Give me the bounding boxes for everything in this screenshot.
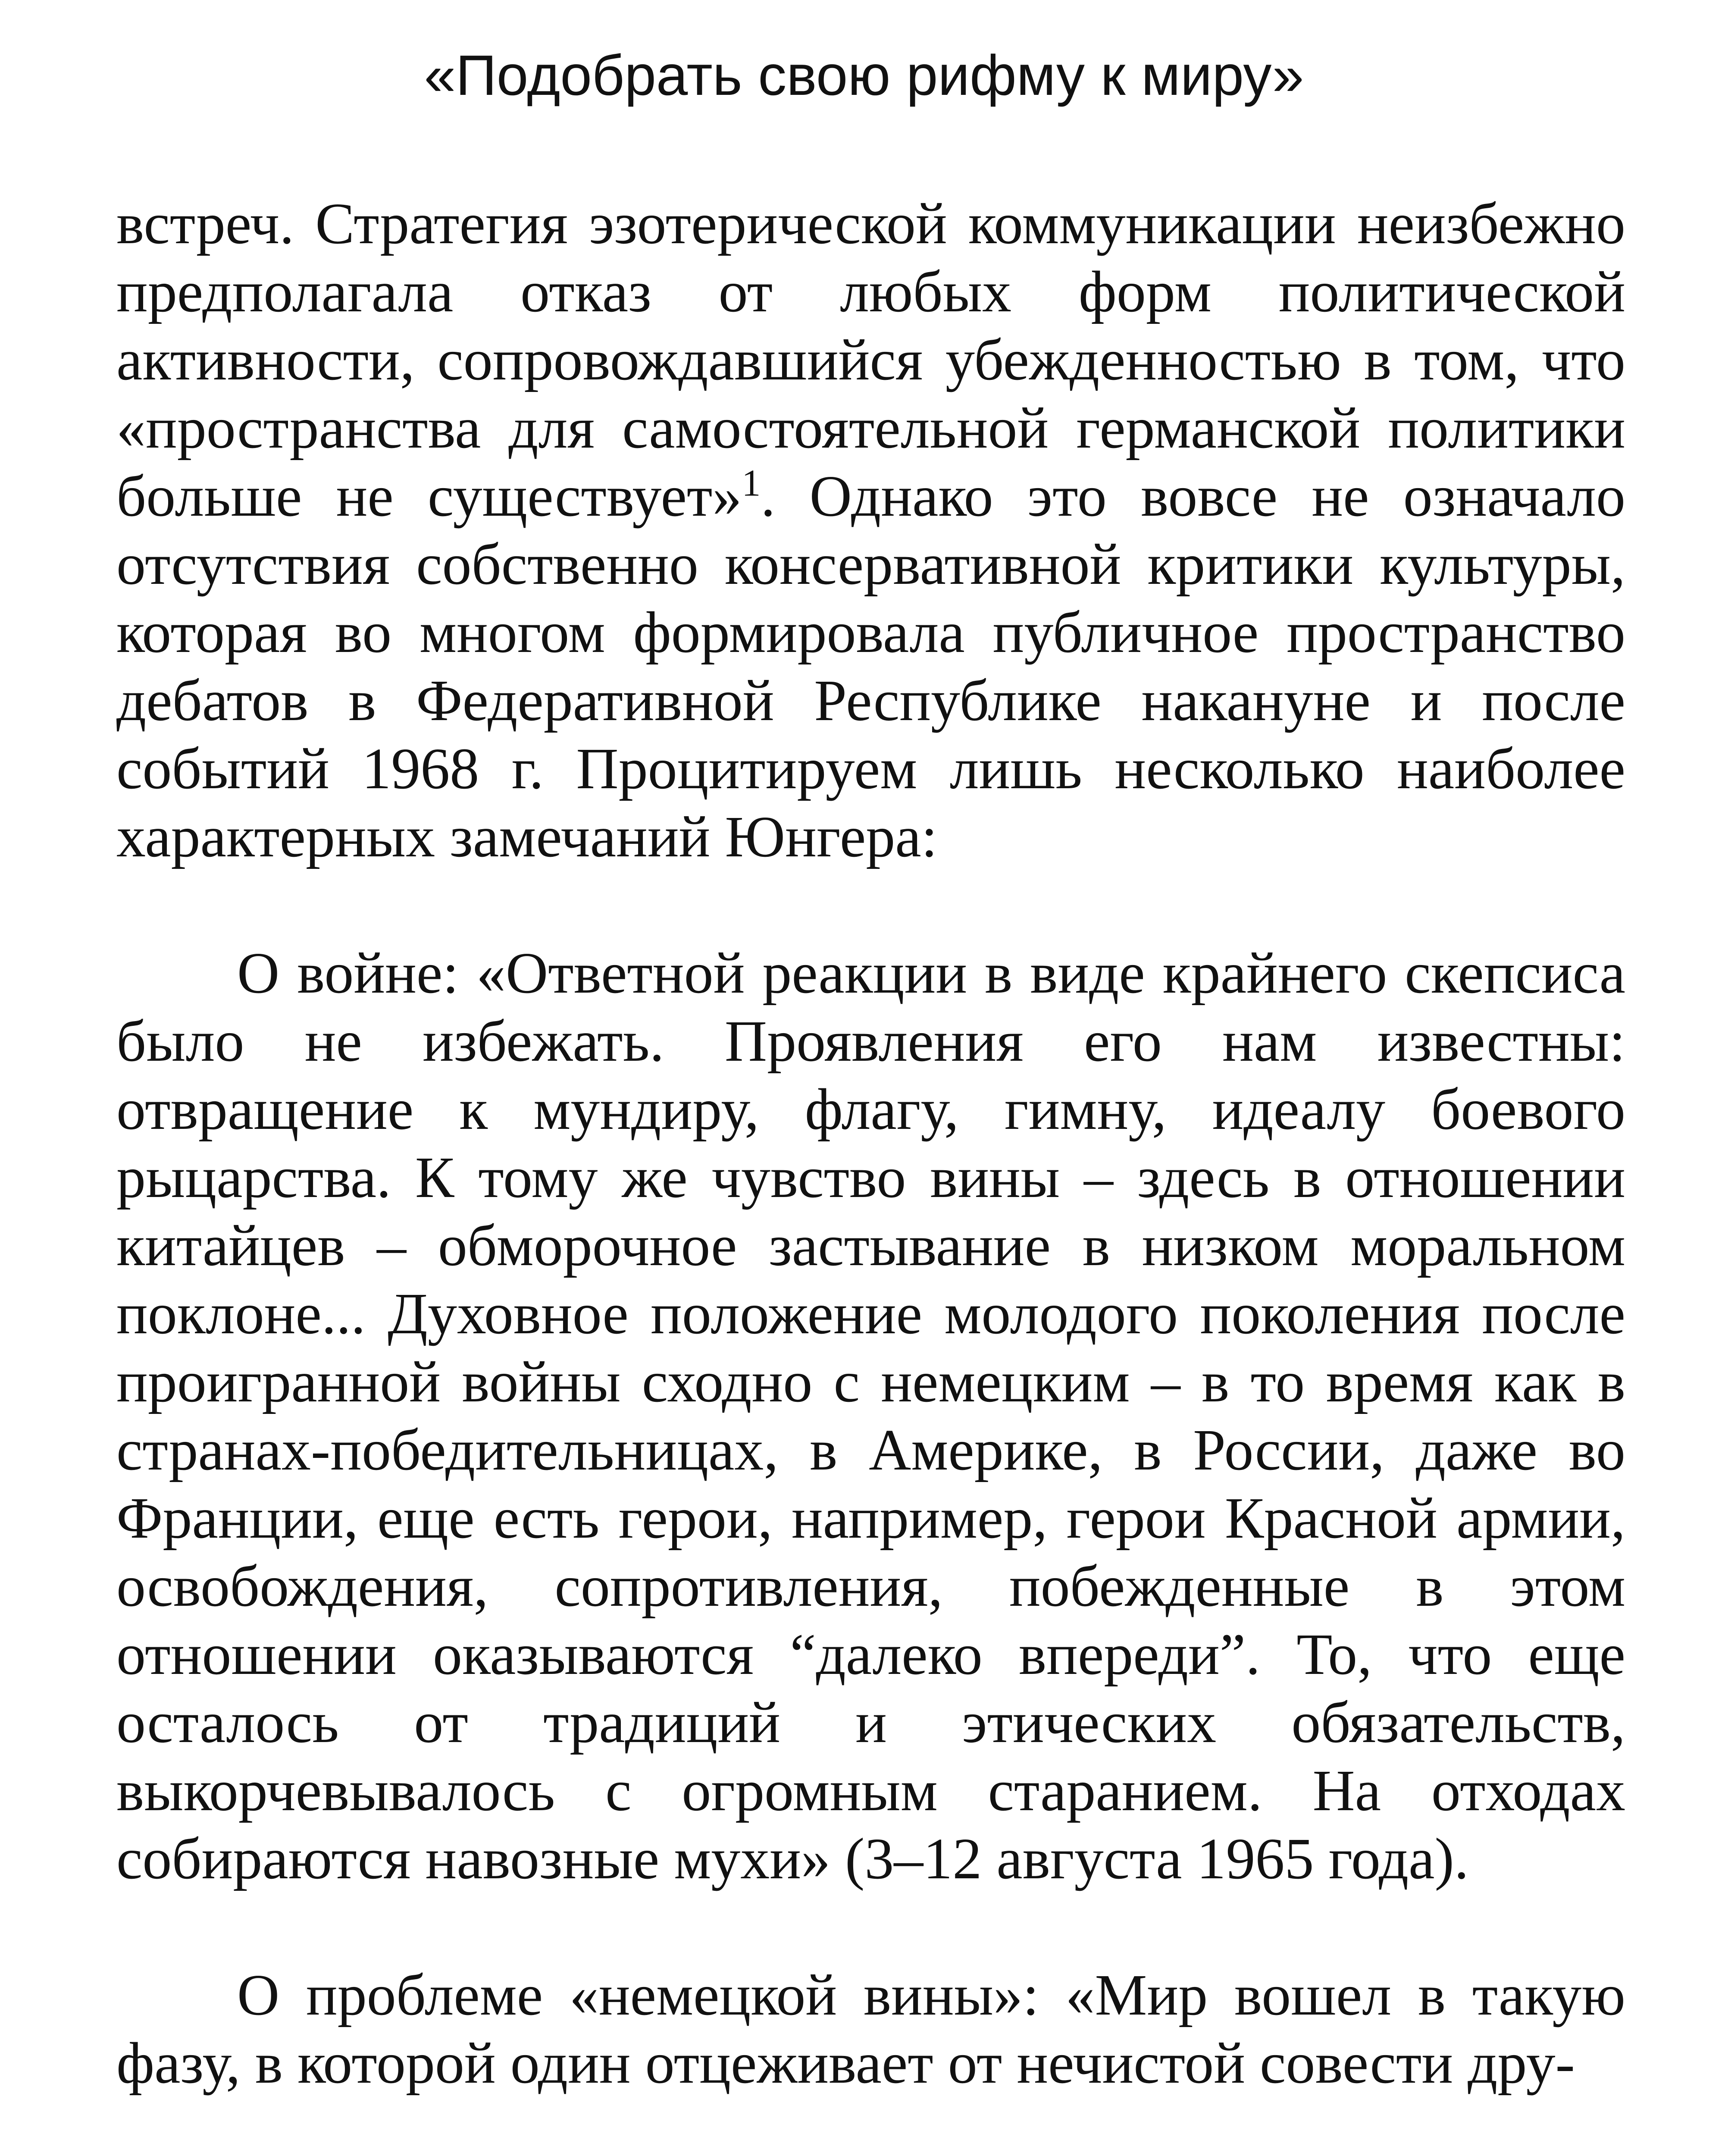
- paragraph-1-text-a: встреч. Стратегия эзотерической коммуникации неизбежно предполагала отказ от любых форм политической активности, сопровождавшийся убежденностью в том, что «пространства для самостоятельной германской политики больше не существует»: [116, 191, 1625, 529]
- paragraph-1: [116, 190, 1625, 871]
- paragraph-1-text-b: . Однако это вовсе не означало отсутствия собственно консервативной критики культуры, которая во многом формировала публичное пространство дебатов в Федеративной Республике накануне и после событий 1968 г. Процитируем лишь несколько наиболее характерных замечаний Юнгера:: [116, 464, 1625, 869]
- body-text: [116, 190, 1625, 2097]
- footnote-reference: 1: [742, 462, 761, 505]
- paragraph-3: О проблеме «немецкой вины»: «Мир вошел в такую фазу, в которой один отцеживает от нечистой совести дру-: [116, 1963, 1625, 2096]
- paragraph-2: О войне: «Ответной реакции в виде крайнего скепсиса было не избежать. Проявления его нам известны: отвращение к мундиру, флагу, гимну, идеалу боевого рыцарства. К тому же чувство вины – здесь в отношении китайцев – обморочное застывание в низком моральном поклоне... Духовное положение молодого поколения после проигранной войны сходно с немецким – в то время как в странах-победительницах, в Америке, в России, даже во Франции, еще есть герои, например, герои Красной армии, освобождения, сопротивления, побежденные в этом отношении оказываются “далеко впереди”. То, что еще осталось от традиций и этических обязательств, выкорчевывалось с огромным старанием. На отходах собираются навозные мухи» (3–12 августа 1965 года).: [116, 941, 1625, 1891]
- running-header: «Подобрать свою рифму к миру»: [424, 44, 1304, 107]
